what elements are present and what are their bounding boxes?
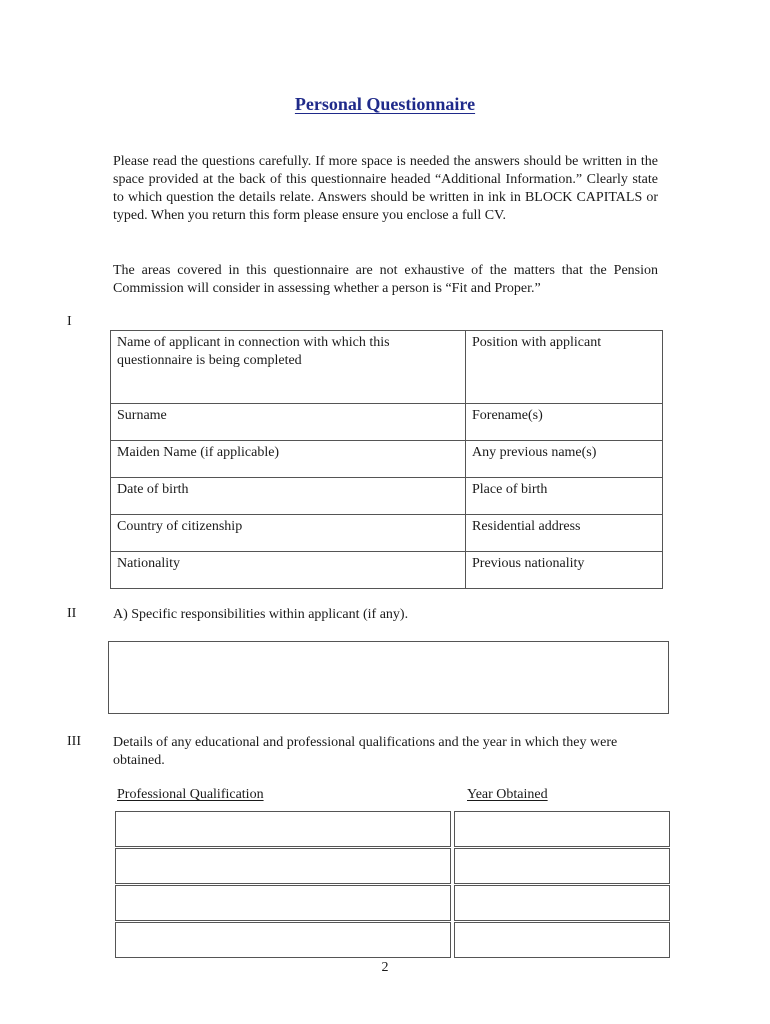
qualification-field-4[interactable] — [115, 922, 451, 958]
previous-nationality-cell[interactable]: Previous nationality — [466, 552, 663, 589]
table-row — [111, 478, 663, 515]
maiden-name-cell[interactable]: Maiden Name (if applicable) — [111, 441, 466, 478]
qualifications-label: Details of any educational and professional qualifications and the year in which they were obtained. — [113, 735, 618, 768]
section-number-2: II — [67, 606, 77, 621]
year-field-1[interactable] — [454, 811, 670, 847]
forename-cell[interactable]: Forename(s) — [466, 404, 663, 441]
instructions-paragraph: Please read the questions carefully. If more space is needed the answers should be written in the space provided at the back of this questionnaire headed “Additional Information.” Clearly state to which question the details relate. Answers should be written in ink in BLOCK CAPITALS or typed. When you return this form please ensure you enclose a full CV. — [113, 154, 658, 223]
year-field-2[interactable] — [454, 848, 670, 884]
qualification-field-3[interactable] — [115, 885, 451, 921]
applicant-name-cell[interactable]: Name of applicant in connection with which this questionnaire is being completed — [111, 331, 466, 404]
place-of-birth-cell[interactable]: Place of birth — [466, 478, 663, 515]
scope-paragraph: The areas covered in this questionnaire are not exhaustive of the matters that the Pension Commission will consider in assessing whether a person is “Fit and Proper.” — [113, 263, 658, 296]
table-row — [111, 441, 663, 478]
qualification-column-header: Professional Qualification — [117, 787, 264, 802]
section-number-3: III — [67, 734, 81, 749]
qualification-field-2[interactable] — [115, 848, 451, 884]
date-of-birth-cell[interactable]: Date of birth — [111, 478, 466, 515]
year-field-4[interactable] — [454, 922, 670, 958]
citizenship-cell[interactable]: Country of citizenship — [111, 515, 466, 552]
surname-cell[interactable]: Surname — [111, 404, 466, 441]
page-number: 2 — [381, 960, 389, 975]
qualification-field-1[interactable] — [115, 811, 451, 847]
table-row — [111, 331, 663, 404]
section-number-1: I — [67, 314, 72, 329]
table-row — [111, 552, 663, 589]
year-field-3[interactable] — [454, 885, 670, 921]
responsibilities-label: A) Specific responsibilities within applicant (if any). — [113, 607, 409, 622]
previous-names-cell[interactable]: Any previous name(s) — [466, 441, 663, 478]
table-row — [111, 515, 663, 552]
year-column-header: Year Obtained — [467, 787, 548, 802]
table-row — [111, 404, 663, 441]
nationality-cell[interactable]: Nationality — [111, 552, 466, 589]
page-title: Personal Questionnaire — [294, 94, 476, 114]
residential-address-cell[interactable]: Residential address — [466, 515, 663, 552]
personal-details-table — [110, 330, 663, 589]
responsibilities-box[interactable] — [108, 641, 669, 714]
position-cell[interactable]: Position with applicant — [466, 331, 663, 404]
